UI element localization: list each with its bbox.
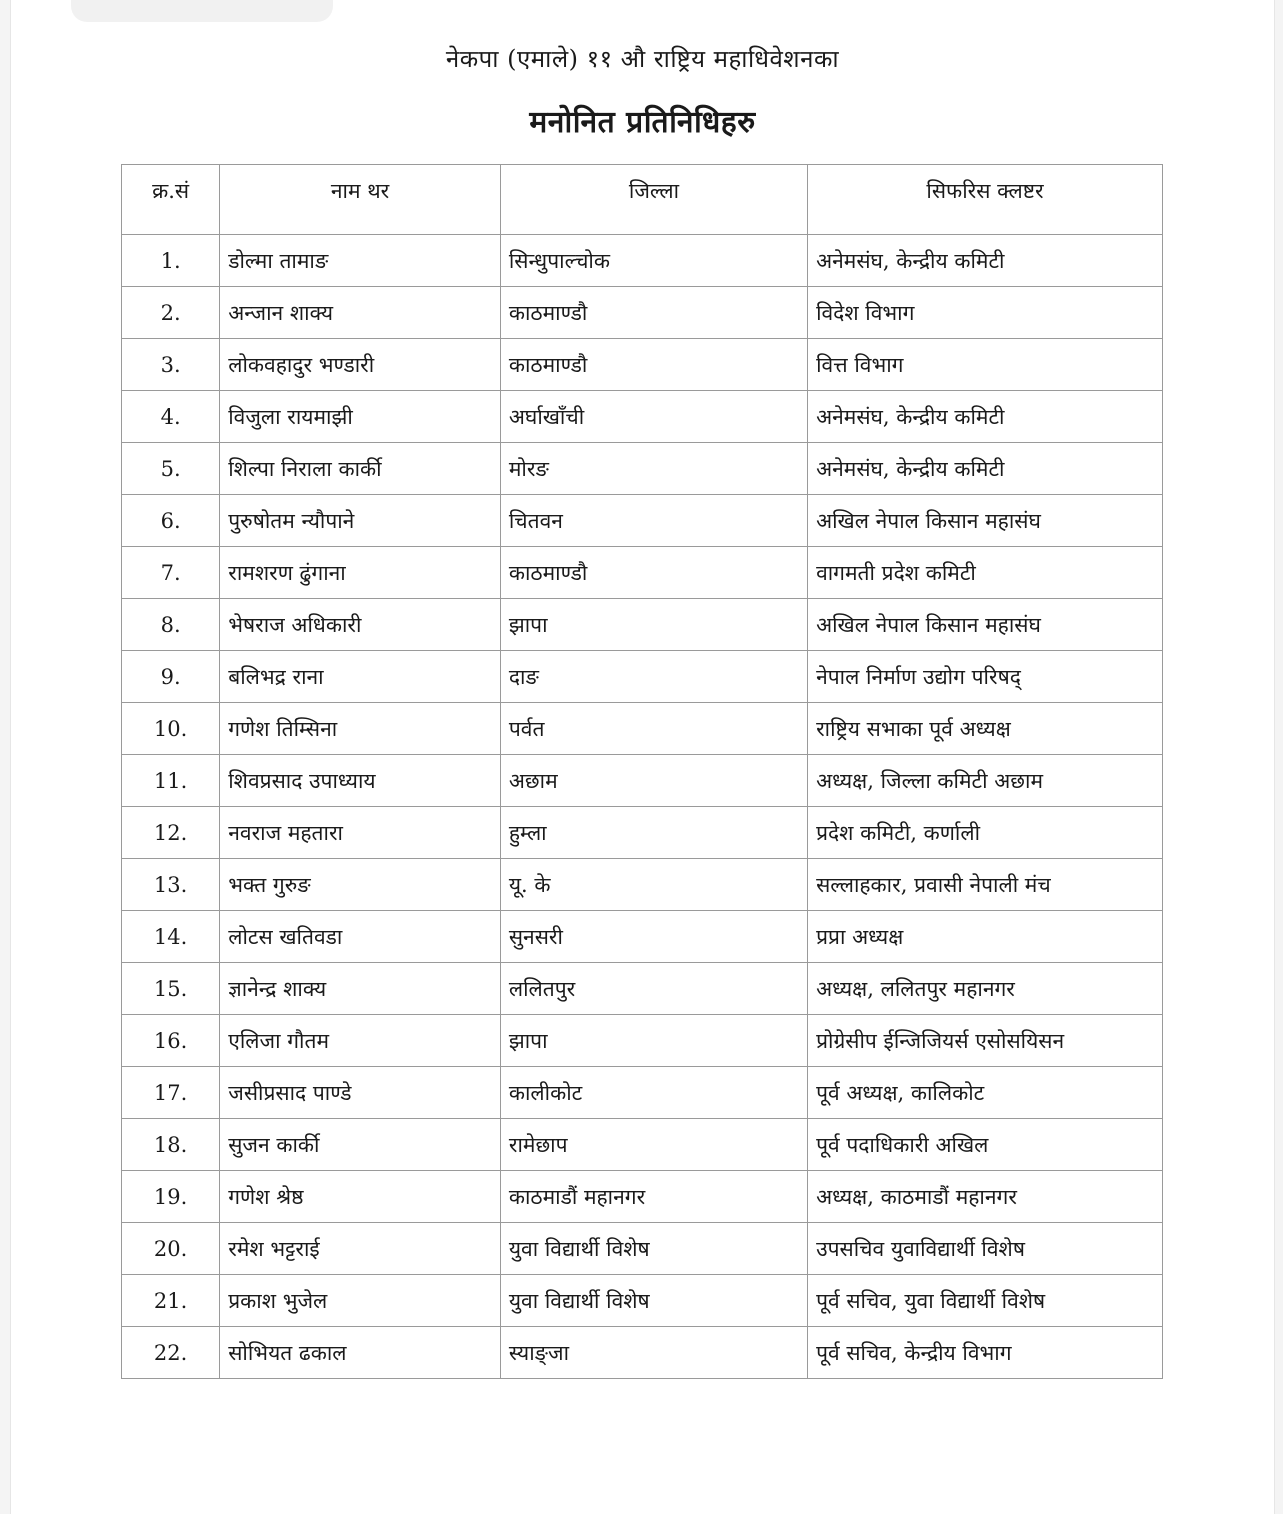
cell-serial: 21. [122,1275,220,1327]
table-row [122,755,1163,807]
cell-serial: 9. [122,651,220,703]
cell-serial: 7. [122,547,220,599]
cell-district: दाङ [500,651,807,703]
cell-serial: 14. [122,911,220,963]
cell-district: काठमाण्डौ [500,547,807,599]
table-body [122,235,1163,1379]
cell-serial: 15. [122,963,220,1015]
table-row [122,339,1163,391]
cell-cluster: अध्यक्ष, जिल्ला कमिटी अछाम [808,755,1163,807]
cell-district: चितवन [500,495,807,547]
cell-name: लोटस खतिवडा [220,911,501,963]
representatives-table [121,164,1163,1379]
header-cluster: सिफरिस क्लष्टर [808,165,1163,235]
cell-serial: 16. [122,1015,220,1067]
cell-serial: 5. [122,443,220,495]
table-row [122,1223,1163,1275]
cell-district: झापा [500,599,807,651]
cell-cluster: अध्यक्ष, काठमाडौं महानगर [808,1171,1163,1223]
table-row [122,859,1163,911]
top-tab-decoration [71,0,333,22]
cell-cluster: प्रदेश कमिटी, कर्णाली [808,807,1163,859]
table-row [122,1327,1163,1379]
cell-district: अछाम [500,755,807,807]
cell-district: सिन्धुपाल्चोक [500,235,807,287]
cell-cluster: पूर्व पदाधिकारी अखिल [808,1119,1163,1171]
table-row [122,1171,1163,1223]
cell-serial: 3. [122,339,220,391]
cell-name: गणेश तिम्सिना [220,703,501,755]
cell-cluster: अध्यक्ष, ललितपुर महानगर [808,963,1163,1015]
table-row [122,235,1163,287]
table-row [122,807,1163,859]
cell-name: गणेश श्रेष्ठ [220,1171,501,1223]
cell-name: पुरुषोतम न्यौपाने [220,495,501,547]
cell-district: झापा [500,1015,807,1067]
header-name: नाम थर [220,165,501,235]
table-row [122,443,1163,495]
cell-name: जसीप्रसाद पाण्डे [220,1067,501,1119]
table-header-row [122,165,1163,235]
cell-serial: 12. [122,807,220,859]
cell-serial: 6. [122,495,220,547]
cell-serial: 22. [122,1327,220,1379]
document-subtitle: मनोनित प्रतिनिधिहरु [529,105,756,140]
cell-serial: 8. [122,599,220,651]
cell-name: एलिजा गौतम [220,1015,501,1067]
table-row [122,651,1163,703]
cell-serial: 10. [122,703,220,755]
header-district: जिल्ला [500,165,807,235]
table-row [122,547,1163,599]
cell-cluster: विदेश विभाग [808,287,1163,339]
cell-serial: 4. [122,391,220,443]
cell-district: काठमाण्डौ [500,339,807,391]
cell-cluster: अनेमसंघ, केन्द्रीय कमिटी [808,391,1163,443]
cell-cluster: अखिल नेपाल किसान महासंघ [808,599,1163,651]
cell-serial: 11. [122,755,220,807]
cell-cluster: उपसचिव युवाविद्यार्थी विशेष [808,1223,1163,1275]
table-row [122,963,1163,1015]
table-row [122,599,1163,651]
cell-name: भक्त गुरुङ [220,859,501,911]
cell-district: पर्वत [500,703,807,755]
cell-name: नवराज महतारा [220,807,501,859]
table-row [122,1275,1163,1327]
cell-name: अन्जान शाक्य [220,287,501,339]
cell-district: युवा विद्यार्थी विशेष [500,1275,807,1327]
table-row [122,1067,1163,1119]
cell-district: यू. के [500,859,807,911]
cell-serial: 17. [122,1067,220,1119]
cell-cluster: नेपाल निर्माण उद्योग परिषद् [808,651,1163,703]
cell-serial: 1. [122,235,220,287]
cell-cluster: पूर्व अध्यक्ष, कालिकोट [808,1067,1163,1119]
cell-serial: 2. [122,287,220,339]
table-row [122,1119,1163,1171]
cell-cluster: वित्त विभाग [808,339,1163,391]
cell-district: सुनसरी [500,911,807,963]
cell-district: काठमाडौं महानगर [500,1171,807,1223]
cell-name: डोल्मा तामाङ [220,235,501,287]
cell-cluster: प्रप्रा अध्यक्ष [808,911,1163,963]
cell-name: रमेश भट्टराई [220,1223,501,1275]
table-row [122,703,1163,755]
cell-cluster: पूर्व सचिव, केन्द्रीय विभाग [808,1327,1163,1379]
cell-cluster: अखिल नेपाल किसान महासंघ [808,495,1163,547]
table-row [122,495,1163,547]
table-row [122,911,1163,963]
cell-district: कालीकोट [500,1067,807,1119]
table-row [122,287,1163,339]
cell-serial: 13. [122,859,220,911]
cell-name: ज्ञानेन्द्र शाक्य [220,963,501,1015]
document-title: नेकपा (एमाले) ११ औ राष्ट्रिय महाधिवेशनका [445,45,840,73]
cell-name: भेषराज अधिकारी [220,599,501,651]
cell-name: विजुला रायमाझी [220,391,501,443]
cell-cluster: प्रोग्रेसीप ईन्जिजियर्स एसोसयिसन [808,1015,1163,1067]
cell-serial: 20. [122,1223,220,1275]
cell-cluster: वागमती प्रदेश कमिटी [808,547,1163,599]
cell-district: हुम्ला [500,807,807,859]
cell-name: रामशरण ढुंगाना [220,547,501,599]
cell-name: सुजन कार्की [220,1119,501,1171]
cell-name: शिल्पा निराला कार्की [220,443,501,495]
cell-district: स्याङ्जा [500,1327,807,1379]
cell-district: रामेछाप [500,1119,807,1171]
cell-cluster: अनेमसंघ, केन्द्रीय कमिटी [808,443,1163,495]
cell-district: ललितपुर [500,963,807,1015]
cell-cluster: पूर्व सचिव, युवा विद्यार्थी विशेष [808,1275,1163,1327]
header-serial: क्र.सं [122,165,220,235]
cell-serial: 18. [122,1119,220,1171]
cell-cluster: राष्ट्रिय सभाका पूर्व अध्यक्ष [808,703,1163,755]
document-page [10,0,1275,1514]
cell-cluster: अनेमसंघ, केन्द्रीय कमिटी [808,235,1163,287]
cell-cluster: सल्लाहकार, प्रवासी नेपाली मंच [808,859,1163,911]
table-row [122,1015,1163,1067]
cell-name: शिवप्रसाद उपाध्याय [220,755,501,807]
cell-district: मोरङ [500,443,807,495]
cell-district: अर्घाखाँची [500,391,807,443]
cell-name: सोभियत ढकाल [220,1327,501,1379]
cell-district: युवा विद्यार्थी विशेष [500,1223,807,1275]
cell-name: प्रकाश भुजेल [220,1275,501,1327]
cell-name: लोकवहादुर भण्डारी [220,339,501,391]
cell-district: काठमाण्डौ [500,287,807,339]
cell-serial: 19. [122,1171,220,1223]
table-row [122,391,1163,443]
cell-name: बलिभद्र राना [220,651,501,703]
